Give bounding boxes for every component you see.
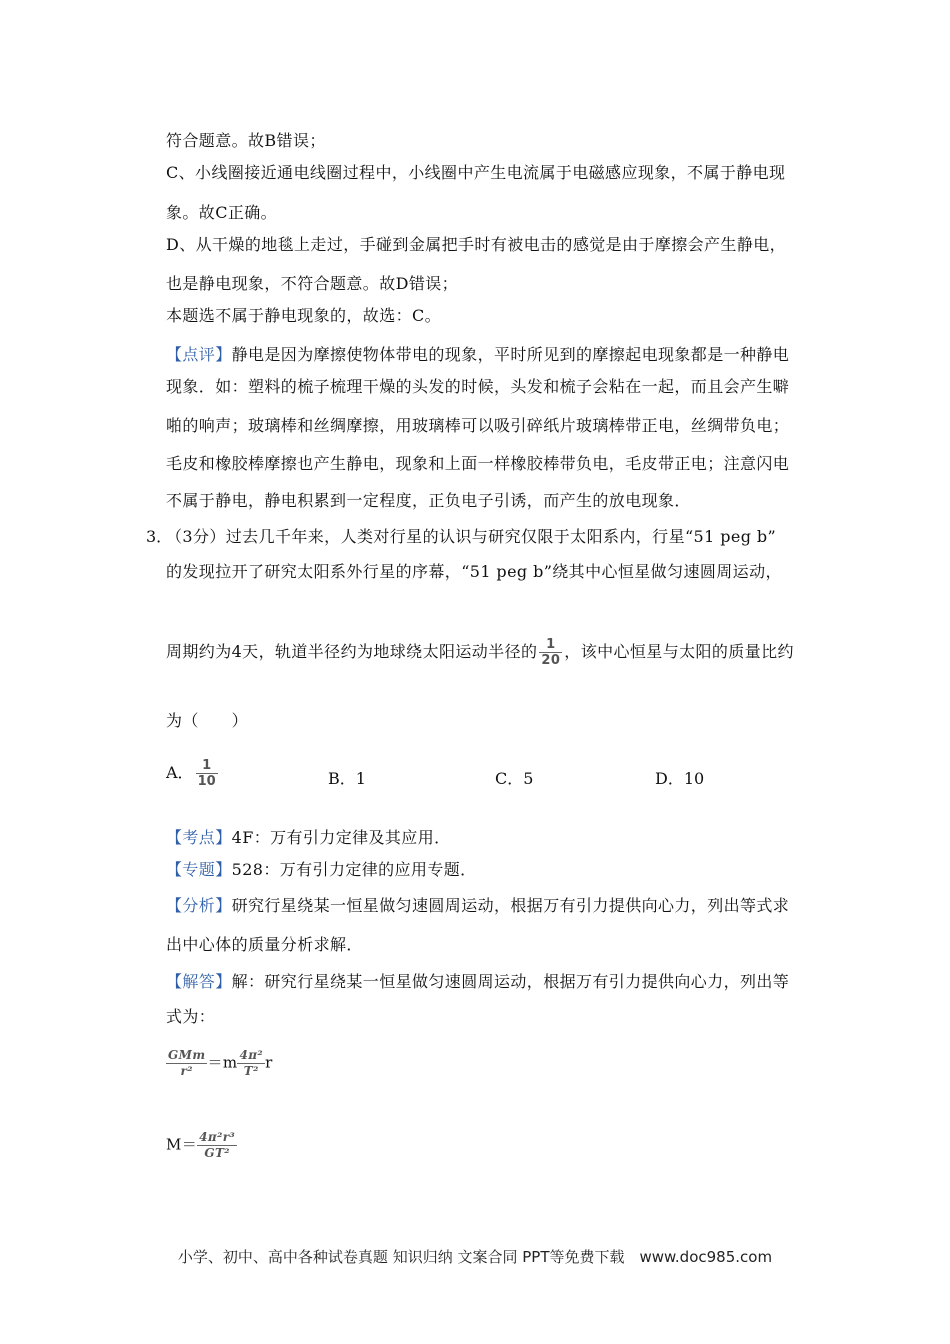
comment-line: 毛皮和橡胶棒摩擦也产生静电，现象和上面一样橡胶棒带负电，毛皮带正电；注意闪电 [166,454,790,473]
zhuanti-tag: 【专题】 [166,860,232,879]
option-b: B．1 [328,769,366,788]
eq2-fraction: $\frac{\text{4π²r³}}{\text{GT²}}$ [199,1130,236,1160]
eq1-rhs-fraction: $\frac{\text{4π²}}{\text{T²}}$ [239,1048,264,1078]
fraction-one-tenth: $\frac{1}{10}$ [197,758,216,789]
question-line [166,637,794,668]
equation-2: M＝ $\frac{\text{4π²r³}}{\text{GT²}}$ [166,1130,236,1160]
comment-line: 啪的响声；玻璃棒和丝绸摩擦，用玻璃棒可以吸引碎纸片玻璃棒带正电，丝绸带负电； [166,416,790,435]
fenxi-line: 【分析】研究行星绕某一恒星做匀速圆周运动，根据万有引力提供向心力，列出等式求 [166,896,790,915]
question-number: 3． [146,527,173,546]
fenxi-tag: 【分析】 [166,896,232,915]
jieda-line: 【解答】解：研究行星绕某一恒星做匀速圆周运动，根据万有引力提供向心力，列出等 [166,972,790,991]
question-line: 的发现拉开了研究太阳系外行星的序幕，“51 peg b”绕其中心恒星做匀速圆周运动， [166,562,782,581]
zhuanti-line: 【专题】528：万有引力定律的应用专题． [166,860,477,879]
comment-text: 静电是因为摩擦使物体带电的现象，平时所见到的摩擦起电现象都是一种静电 [231,345,790,364]
comment-line [166,342,789,365]
fenxi-line: 出中心体的质量分析求解． [166,935,363,954]
text-line: C、小线圈接近通电线圈过程中，小线圈中产生电流属于电磁感应现象，不属于静电现 [166,163,786,182]
page-footer: 小学、初中、高中各种试卷真题 知识归纳 文案合同 PPT等免费下载 www.doc985.com [177,1248,773,1266]
comment-tag: 【点评】 [166,345,232,364]
fraction-one-twentieth: $\frac{1}{20}$ [541,637,561,668]
text-line: 也是静电现象，不符合题意。故D错误； [166,274,459,293]
comment-line: 不属于静电，静电积累到一定程度，正负电子引诱，而产生的放电现象． [166,491,691,510]
question-text: ，该中心恒星与太阳的质量比约 [564,642,794,661]
equation-1: $\frac{\text{GMm}}{\text{r²}}$ ＝m $\frac{\text{4π²}}{\text{T²}}$ r [168,1048,273,1078]
jieda-line: 式为： [166,1007,216,1026]
comment-line: 现象．如：塑料的梳子梳理干燥的头发的时候，头发和梳子会粘在一起，而且会产生噼 [166,377,790,396]
jieda-tag: 【解答】 [166,972,232,991]
option-d: D．10 [655,769,705,788]
text-line: 本题选不属于静电现象的，故选：C。 [166,306,442,325]
kaodian-line: 【考点】4F：万有引力定律及其应用． [166,828,451,847]
question-line: 为（ ） [166,711,249,730]
eq1-lhs-fraction: $\frac{\text{GMm}}{\text{r²}}$ [168,1048,206,1078]
text-line: 符合题意。故B错误； [166,131,326,150]
text-line: 象。故C正确。 [166,203,278,222]
option-c: C．5 [495,769,534,788]
option-a: A． $\frac{1}{10}$ [166,758,216,789]
kaodian-tag: 【考点】 [166,828,232,847]
question-line: （3分）过去几千年来，人类对行星的认识与研究仅限于太阳系内，行星“51 peg b” [166,527,777,546]
text-line: D、从干燥的地毯上走过，手碰到金属把手时有被电击的感觉是由于摩擦会产生静电， [166,235,787,254]
question-text: 周期约为4天，轨道半径约为地球绕太阳运动半径的 [166,642,538,661]
